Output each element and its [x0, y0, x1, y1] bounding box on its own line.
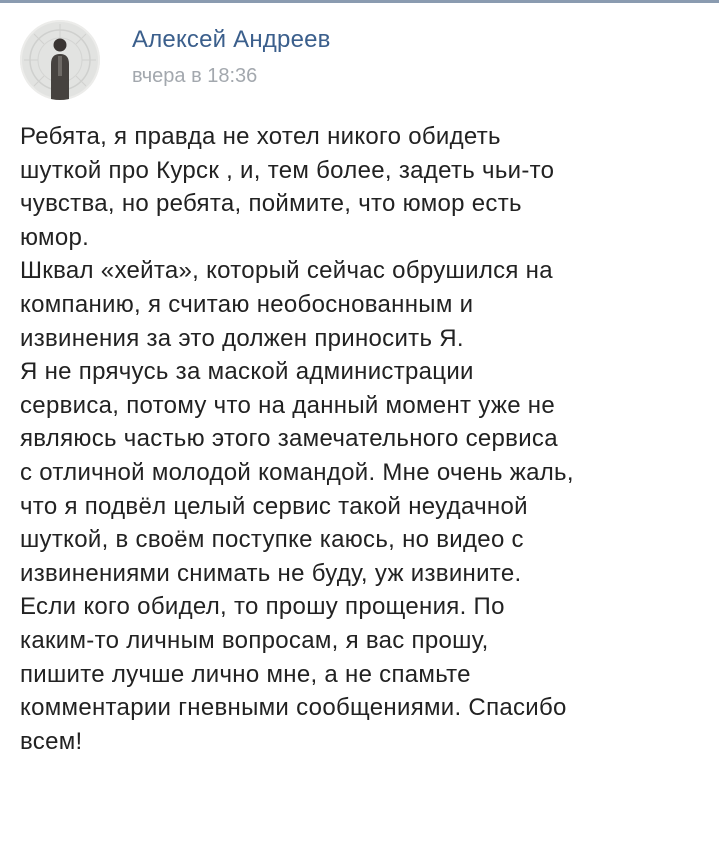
post-text-line: компанию, я считаю необоснованным и [20, 290, 474, 318]
post-text-line: Шквал «хейта», который сейчас обрушился на [20, 257, 553, 285]
post-text-line: комментарии гневными сообщениями. Спасибо [20, 694, 567, 722]
post-text-line: Ребята, я правда не хотел никого обидеть [20, 123, 501, 150]
avatar[interactable] [20, 20, 100, 100]
post-text-line: шуткой про Курск , и, тем более, задеть чьи-то [20, 156, 555, 184]
post-date[interactable]: вчера в 18:36 [132, 65, 258, 87]
post-text [20, 120, 710, 758]
post-text-line: пишите лучше лично мне, а не спамьте [20, 660, 471, 688]
post-text-line: каким-то личным вопросам, я вас прошу, [20, 626, 489, 654]
post-text-line: всем! [20, 727, 83, 755]
post-text-line: Если кого обидел, то прошу прощения. По [20, 593, 505, 621]
post-text-line: что я подвёл целый сервис такой неудачной [20, 492, 528, 520]
post-meta [132, 25, 331, 89]
post-text-line: извинениями снимать не буду, уж извините. [20, 559, 522, 587]
post-text-line: юмор. [20, 223, 90, 251]
post-text-line: извинения за это должен приносить Я. [20, 324, 464, 352]
top-border [0, 0, 719, 3]
post-text-line: чувства, но ребята, поймите, что юмор есть [20, 190, 522, 218]
avatar-image [20, 20, 100, 100]
post-text-line: шуткой, в своём поступке каюсь, но видео с [20, 526, 524, 554]
post-text-line: являюсь частью этого замечательного сервиса [20, 425, 558, 453]
post-text-line: с отличной молодой командой. Мне очень жаль, [20, 458, 574, 486]
post-header [20, 20, 331, 100]
post-text-line: сервиса, потому что на данный момент уже не [20, 391, 556, 419]
author-name[interactable]: Алексей Андреев [132, 26, 331, 53]
post-text-line: Я не прячусь за маской администрации [20, 358, 474, 386]
